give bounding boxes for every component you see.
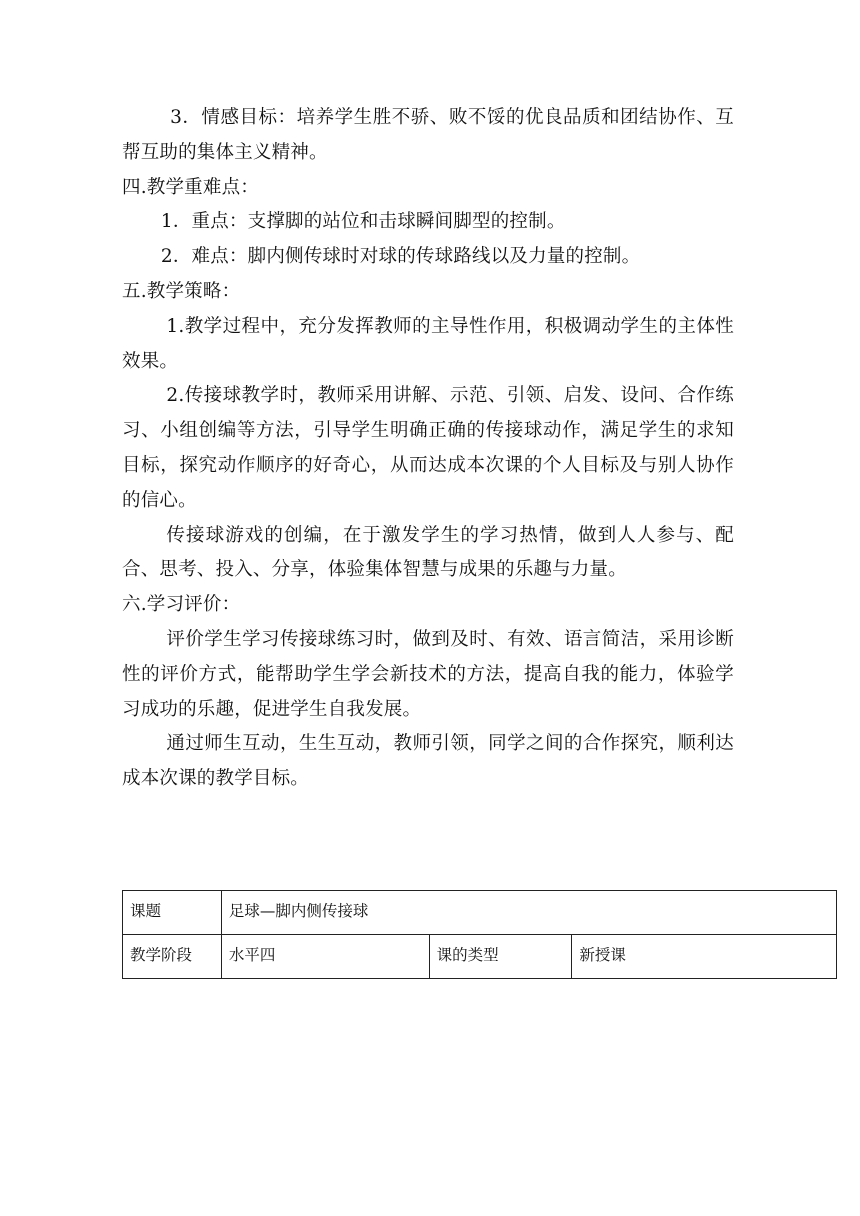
strategy-paragraph-3: 传接球游戏的创编，在于激发学生的学习热情，做到人人参与、配合、思考、投入、分享，体验集体智慧与成果的乐趣与力量。 xyxy=(122,524,734,581)
section-heading-evaluation: 六.学习评价： xyxy=(122,594,241,616)
emotional-goal-paragraph: 3．情感目标：培养学生胜不骄、败不馁的优良品质和团结协作、互帮互助的集体主义精神。 xyxy=(122,107,734,163)
section-heading-key-points: 四.教学重难点： xyxy=(122,176,259,198)
strategy-paragraph-2: 2.传接球教学时，教师采用讲解、示范、引领、启发、设问、合作练习、小组创编等方法，引导学生明确正确的传接球动作，满足学生的求知目标，探究动作顺序的好奇心，从而达成本次课的个人目标及与别人协作的信心。 xyxy=(122,385,734,511)
strategy-paragraph-1: 1.教学过程中，充分发挥教师的主导性作用，积极调动学生的主体性效果。 xyxy=(122,315,734,372)
topic-value-cell: 足球—脚内侧传接球 xyxy=(221,891,836,935)
evaluation-paragraph-2: 通过师生互动，生生互动，教师引领，同学之间的合作探究，顺利达成本次课的教学目标。 xyxy=(122,733,734,790)
evaluation-paragraph-1: 评价学生学习传接球练习时，做到及时、有效、语言简洁，采用诊断性的评价方式，能帮助学生学会新技术的方法，提高自我的能力，体验学习成功的乐趣，促进学生自我发展。 xyxy=(122,628,734,720)
stage-label-cell: 教学阶段 xyxy=(123,935,222,979)
key-point-paragraph: 1．重点：支撑脚的站位和击球瞬间脚型的控制。 xyxy=(160,211,566,233)
table-row xyxy=(123,891,837,935)
lesson-type-label-cell: 课的类型 xyxy=(429,935,572,979)
section-heading-strategy: 五.教学策略： xyxy=(122,280,241,302)
table-row xyxy=(123,935,837,979)
topic-label-cell: 课题 xyxy=(123,891,222,935)
lesson-info-table xyxy=(122,890,837,979)
lesson-plan-text xyxy=(122,101,734,797)
lesson-type-value-cell: 新授课 xyxy=(572,935,837,979)
stage-value-cell: 水平四 xyxy=(221,935,429,979)
difficult-point-paragraph: 2．难点：脚内侧传球时对球的传球路线以及力量的控制。 xyxy=(160,246,641,268)
